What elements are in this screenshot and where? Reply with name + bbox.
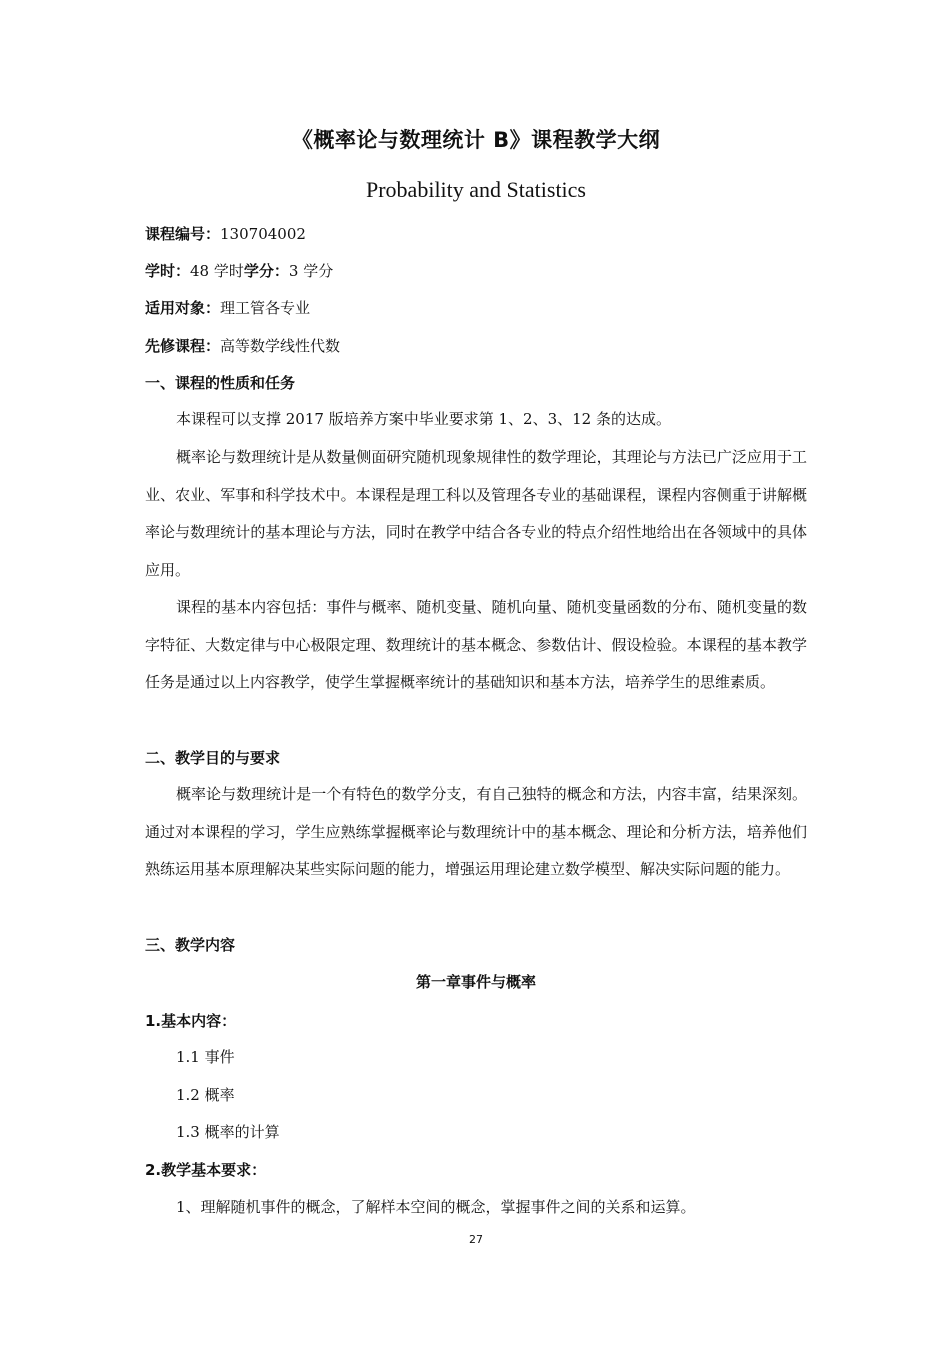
section-2-paragraph-1: 概率论与数理统计是一个有特色的数学分支，有自己独特的概念和方法，内容丰富，结果深刻。通过对本课程的学习，学生应熟练掌握概率论与数理统计中的基本概念、理论和分析方法，培养他们熟练运用基本原理解决某些实际问题的能力，增强运用理论建立数学模型、解决实际问题的能力。 bbox=[145, 785, 807, 878]
page-subtitle: Probability and Statistics bbox=[366, 177, 586, 202]
section-1-paragraph-2: 概率论与数理统计是从数量侧面研究随机现象规律性的数学理论，其理论与方法已广泛应用于工业、农业、军事和科学技术中。本课程是理工科以及管理各专业的基础课程，课程内容侧重于讲解概率论与数理统计的基本理论与方法，同时在教学中结合各专业的特点介绍性地给出在各领域中的具体应用。 bbox=[145, 448, 807, 579]
course-code-label: 课程编号： bbox=[145, 225, 221, 243]
audience-line bbox=[145, 297, 310, 319]
audience-label: 适用对象： bbox=[145, 299, 221, 317]
content-item: 1.2 概率 bbox=[176, 1086, 235, 1104]
page-number: 27 bbox=[469, 1233, 483, 1246]
audience-value: 理工管各专业 bbox=[220, 299, 311, 317]
credits-value: 3 学分 bbox=[288, 262, 334, 280]
content-item: 1.3 概率的计算 bbox=[176, 1123, 280, 1141]
course-code-line bbox=[145, 223, 306, 245]
prereq-value: 高等数学线性代数 bbox=[220, 337, 341, 355]
credits-label: 学分： bbox=[243, 262, 289, 280]
course-code-value: 130704002 bbox=[220, 225, 306, 243]
requirements-label: 2.教学基本要求： bbox=[145, 1161, 267, 1179]
section-2-heading: 二、教学目的与要求 bbox=[145, 749, 281, 767]
hours-credits-line bbox=[145, 260, 333, 282]
prereq-label: 先修课程： bbox=[145, 337, 221, 355]
hours-value: 48 学时 bbox=[190, 262, 244, 280]
section-1-paragraph-3: 课程的基本内容包括：事件与概率、随机变量、随机向量、随机变量函数的分布、随机变量的数字特征、大数定律与中心极限定理、数理统计的基本概念、参数估计、假设检验。本课程的基本教学任务是通过以上内容教学，使学生掌握概率统计的基础知识和基本方法，培养学生的思维素质。 bbox=[145, 598, 807, 691]
chapter-1-title: 第一章事件与概率 bbox=[415, 973, 536, 991]
basic-content-label: 1.基本内容： bbox=[145, 1012, 237, 1030]
requirement-item: 1、理解随机事件的概念，了解样本空间的概念，掌握事件之间的关系和运算。 bbox=[176, 1198, 696, 1216]
page-title: 《概率论与数理统计 B》课程教学大纲 bbox=[291, 128, 661, 152]
section-1-heading: 一、课程的性质和任务 bbox=[145, 374, 296, 392]
content-item: 1.1 事件 bbox=[176, 1048, 235, 1066]
prereq-line bbox=[145, 335, 340, 357]
section-3-heading: 三、教学内容 bbox=[145, 936, 236, 954]
hours-label: 学时： bbox=[145, 262, 191, 280]
section-1-paragraph-1: 本课程可以支撑 2017 版培养方案中毕业要求第 1、2、3、12 条的达成。 bbox=[176, 410, 671, 428]
